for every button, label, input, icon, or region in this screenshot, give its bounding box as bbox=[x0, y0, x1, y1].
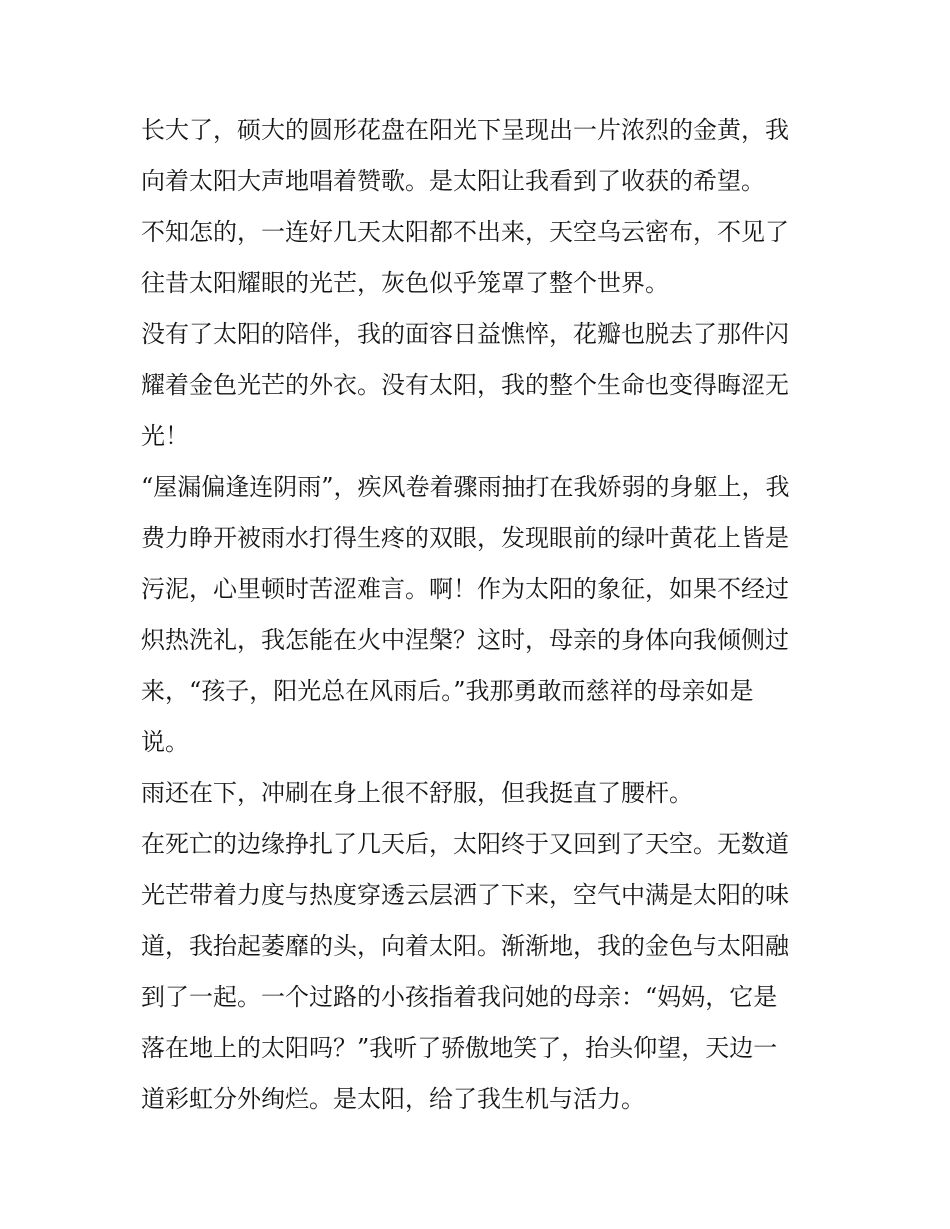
text-line: 费力睁开被雨水打得生疼的双眼，发现眼前的绿叶黄花上皆是 bbox=[141, 524, 789, 552]
text-line: 来，“孩子，阳光总在风雨后。”我那勇敢而慈祥的母亲如是 bbox=[141, 677, 754, 705]
text-line: 往昔太阳耀眼的光芒，灰色似乎笼罩了整个世界。 bbox=[141, 269, 669, 297]
paragraph-3 bbox=[141, 309, 831, 462]
text-line: 道，我抬起萎靡的头，向着太阳。渐渐地，我的金色与太阳融 bbox=[141, 932, 789, 960]
text-line: 落在地上的太阳吗？”我听了骄傲地笑了，抬头仰望，天边一 bbox=[141, 1034, 778, 1062]
text-line: 不知怎的，一连好几天太阳都不出来，天空乌云密布，不见了 bbox=[141, 218, 789, 246]
text-line: 雨还在下，冲刷在身上很不舒服，但我挺直了腰杆。 bbox=[141, 779, 693, 807]
paragraph-2 bbox=[141, 207, 831, 309]
text-line: 污泥，心里顿时苦涩难言。啊！作为太阳的象征，如果不经过 bbox=[141, 575, 789, 603]
text-line: 道彩虹分外绚烂。是太阳，给了我生机与活力。 bbox=[141, 1085, 645, 1113]
text-line: 光！ bbox=[141, 422, 189, 450]
paragraph-4 bbox=[141, 462, 831, 768]
paragraph-5 bbox=[141, 768, 831, 819]
text-line: 说。 bbox=[141, 728, 189, 756]
text-line: 长大了，硕大的圆形花盘在阳光下呈现出一片浓烈的金黄，我 bbox=[141, 116, 789, 144]
essay-body bbox=[141, 105, 831, 1125]
paragraph-1 bbox=[141, 105, 831, 207]
text-line: 向着太阳大声地唱着赞歌。是太阳让我看到了收获的希望。 bbox=[141, 167, 765, 195]
text-line: 到了一起。一个过路的小孩指着我问她的母亲：“妈妈，它是 bbox=[141, 983, 778, 1011]
text-line: “屋漏偏逢连阴雨”，疾风卷着骤雨抽打在我娇弱的身躯上，我 bbox=[141, 473, 790, 501]
text-line: 没有了太阳的陪伴，我的面容日益憔悴，花瓣也脱去了那件闪 bbox=[141, 320, 789, 348]
text-line: 在死亡的边缘挣扎了几天后，太阳终于又回到了天空。无数道 bbox=[141, 830, 789, 858]
text-line: 耀着金色光芒的外衣。没有太阳，我的整个生命也变得晦涩无 bbox=[141, 371, 789, 399]
text-line: 光芒带着力度与热度穿透云层洒了下来，空气中满是太阳的味 bbox=[141, 881, 789, 909]
text-line: 炽热洗礼，我怎能在火中涅槃？这时，母亲的身体向我倾侧过 bbox=[141, 626, 789, 654]
paragraph-6 bbox=[141, 819, 831, 1125]
